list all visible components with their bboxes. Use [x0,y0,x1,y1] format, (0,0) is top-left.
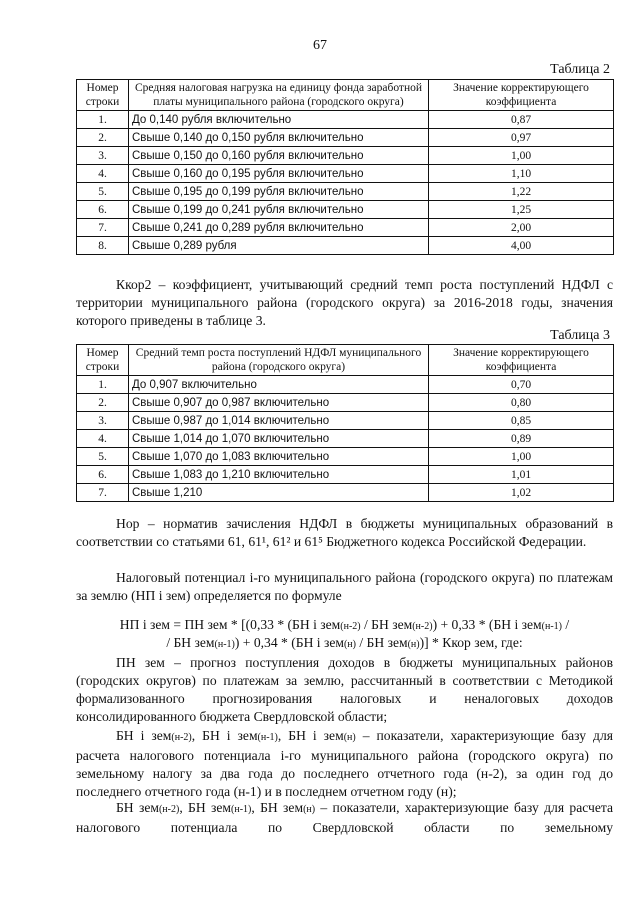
row-range: Свыше 0,987 до 1,014 включительно [129,412,429,430]
kkor2-paragraph: Ккор2 – коэффициент, учитывающий средний темп роста поступлений НДФЛ с территории муниципального района (городского округа) за 2016-2018 годы, значения которого приведены в таблице 3. [76,277,613,328]
page-number: 67 [313,38,327,53]
row-range: Свыше 0,199 до 0,241 рубля включительно [129,201,429,219]
row-range: Свыше 1,083 до 1,210 включительно [129,466,429,484]
table-row [77,430,614,448]
row-range: Свыше 0,907 до 0,987 включительно [129,394,429,412]
row-value: 1,02 [429,484,614,502]
row-value: 0,85 [429,412,614,430]
row-number: 5. [77,183,129,201]
row-value: 0,87 [429,111,614,129]
table-row [77,376,614,394]
row-value: 0,80 [429,394,614,412]
table2 [76,79,614,255]
row-value: 0,97 [429,129,614,147]
row-number: 4. [77,430,129,448]
table3-header-row [77,345,614,376]
row-value: 2,00 [429,219,614,237]
bn-paragraph: БН зем(н-2), БН зем(н-1), БН зем(н) – показатели, характеризующие базу для расчета налогового потенциала по Свердловской области по земельному [76,800,614,835]
row-number: 1. [77,376,129,394]
row-range: Свыше 0,289 рубля [129,237,429,255]
table-row [77,219,614,237]
table-row [77,237,614,255]
table-row [77,111,614,129]
table-row [77,165,614,183]
table2-header-load: Средняя налоговая нагрузка на единицу фонда заработной платы муниципального района (городского округа) [129,80,429,111]
np-intro-paragraph: Налоговый потенциал i-го муниципального района (городского округа) по платежам за землю (НП i зем) определяется по формуле [76,570,613,603]
table3 [76,344,614,502]
row-value: 1,25 [429,201,614,219]
table3-caption: Таблица 3 [550,328,610,343]
table2-caption: Таблица 2 [550,62,610,77]
row-range: Свыше 0,140 до 0,150 рубля включительно [129,129,429,147]
table-row [77,412,614,430]
table-row [77,147,614,165]
row-number: 7. [77,219,129,237]
row-range: Свыше 0,241 до 0,289 рубля включительно [129,219,429,237]
table-row [77,201,614,219]
formula-line-2: / БН зем(н-1)) + 0,34 * (БН i зем(н) / БН зем(н))] * Ккор зем, где: [166,635,523,650]
row-number: 6. [77,466,129,484]
row-value: 4,00 [429,237,614,255]
table-row [77,183,614,201]
row-number: 1. [77,111,129,129]
row-value: 0,70 [429,376,614,394]
row-number: 2. [77,394,129,412]
row-value: 0,89 [429,430,614,448]
row-number: 4. [77,165,129,183]
table3-header-growth: Средний темп роста поступлений НДФЛ муниципального района (городского округа) [129,345,429,376]
formula-line-1: НП i зем = ПН зем * [(0,33 * (БН i зем(н-2) / БН зем(н-2)) + 0,33 * (БН i зем(н-1) / [119,617,570,632]
row-value: 1,10 [429,165,614,183]
table3-header-number: Номер строки [77,345,129,376]
row-number: 7. [77,484,129,502]
row-range: До 0,140 рубля включительно [129,111,429,129]
row-range: До 0,907 включительно [129,376,429,394]
row-number: 5. [77,448,129,466]
table3-header-coefficient: Значение корректирующего коэффициента [429,345,614,376]
row-range: Свыше 1,014 до 1,070 включительно [129,430,429,448]
pn-paragraph: ПН зем – прогноз поступления доходов в бюджеты муниципальных районов (городских округов) по платежам за землю, рассчитанный в соответствии с Методикой формализованного прогнозирования налоговых и неналоговых доходов консолидированного бюджета Свердловской области; [76,655,613,724]
row-value: 1,01 [429,466,614,484]
nor-paragraph: Нор – норматив зачисления НДФЛ в бюджеты муниципальных образований в соответствии со статьями 61, 61¹, 61² и 61⁵ Бюджетного кодекса Российской Федерации. [76,516,613,549]
row-range: Свыше 0,160 до 0,195 рубля включительно [129,165,429,183]
bni-paragraph: БН i зем(н-2), БН i зем(н-1), БН i зем(н) – показатели, характеризующие базу для расчета налогового потенциала i-го муниципального района (городского округа) по земельному налогу за два года до последнего отчетного года (н-2), за один год до последнего отчетного года (н-1) и в последнем отчетном году (н); [76,728,614,799]
row-number: 8. [77,237,129,255]
row-number: 6. [77,201,129,219]
row-range: Свыше 1,210 [129,484,429,502]
row-range: Свыше 0,195 до 0,199 рубля включительно [129,183,429,201]
row-value: 1,00 [429,147,614,165]
row-number: 3. [77,412,129,430]
table-row [77,448,614,466]
row-range: Свыше 1,070 до 1,083 включительно [129,448,429,466]
table-row [77,466,614,484]
table-row [77,484,614,502]
row-range: Свыше 0,150 до 0,160 рубля включительно [129,147,429,165]
row-value: 1,00 [429,448,614,466]
row-number: 3. [77,147,129,165]
table2-header-number: Номер строки [77,80,129,111]
table2-header-row [77,80,614,111]
row-number: 2. [77,129,129,147]
table2-header-coefficient: Значение корректирующего коэффициента [429,80,614,111]
table-row [77,394,614,412]
table-row [77,129,614,147]
row-value: 1,22 [429,183,614,201]
